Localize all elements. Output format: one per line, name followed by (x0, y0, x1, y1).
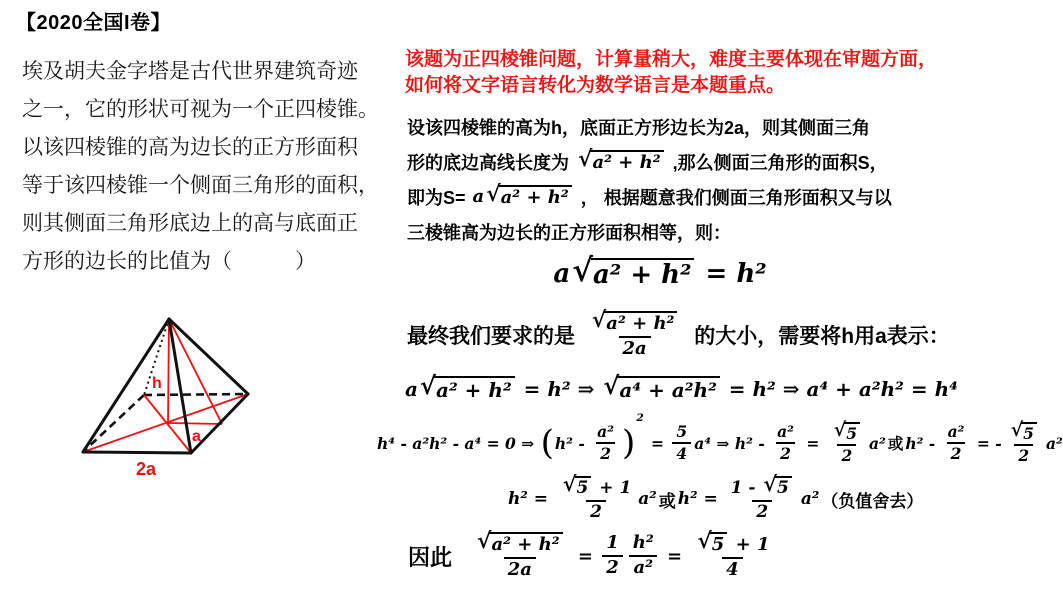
slide-title: 【2020全国I卷】 (16, 12, 172, 34)
back-edge-right (144, 394, 248, 395)
problem-line: 方形的边长的比值为（ ） (22, 250, 316, 273)
problem-line: 埃及胡夫金字塔是古代世界建筑奇迹 (22, 60, 358, 83)
roots-line: h² = √ 5 + 1 2 a² 或 h² = 1 - √ 5 2 a² （负值舍去） (508, 471, 924, 522)
conclusion-label: 因此 (408, 544, 453, 570)
problem-line: 等于该四棱锥一个侧面三角形的面积， (22, 174, 379, 197)
solution-paragraph-line: 三棱锥高为边长的正方形面积相等，则： (407, 222, 731, 243)
derivation-chain-2: h⁴ - a²h² - a⁴ = 0 ⇒ ( h² - $\frac{\text{a²}}{2}$ ) 2 = $\frac{5}{4}$ a⁴ ⇒ h² - $\frac{\text{a²}}{2}$ = √ 5 2 a² 或 h² - $\frac{\text{a²}}{2}$ = - √ 5 2 a² (377, 412, 1063, 465)
base-diagonal-1 (83, 394, 248, 452)
apothem-line (168, 423, 222, 424)
pyramid-figure (55, 303, 295, 488)
main-equation: a √ a² + h² = h² (553, 251, 767, 290)
height-label: h (152, 375, 162, 392)
apothem-label: a (192, 428, 201, 445)
derivation-chain-1: a √ a² + h² = h² ⇒ √ a⁴ + a²h² = h² ⇒ a⁴ + a²h² = h⁴ (405, 371, 958, 402)
base-label: 2a (136, 459, 157, 479)
solution-paragraph (405, 109, 942, 249)
problem-line: 之一，它的形状可视为一个正四棱锥。 (22, 98, 379, 121)
problem-line: 则其侧面三角形底边上的高与底面正 (22, 212, 358, 235)
height-line (168, 319, 169, 423)
problem-text (22, 51, 400, 279)
goal-line: 最终我们要求的是 √ a² + h² 2a 的大小，需要将h用a表示： (407, 306, 950, 359)
solution-paragraph-line: 形的底边高线长度为 √ a² + h² ,那么侧面三角形的面积S， (407, 145, 888, 173)
front-base-edge (83, 452, 191, 453)
conclusion-formula: √ a² + h² 2a = $\frac{1}{2}$ $\frac{\text{h²}}{\text{a²}}$ = √ 5 + 1 4 (477, 527, 770, 580)
solution-paragraph-line: 即为S= a √ a² + h² ， 根据题意我们侧面三角形面积又与以 (407, 180, 892, 208)
solution-paragraph-line: 设该四棱锥的高为h，底面正方形边长为2a，则其侧面三角 (407, 117, 871, 138)
problem-line: 以该四棱锥的高为边长的正方形面积 (22, 136, 358, 159)
teacher-note: 该题为正四棱锥问题，计算量稍大，难度主要体现在审题方面，如何将文字语言转化为数学语言是本题重点。 (405, 49, 938, 96)
conclusion-line (408, 526, 942, 586)
